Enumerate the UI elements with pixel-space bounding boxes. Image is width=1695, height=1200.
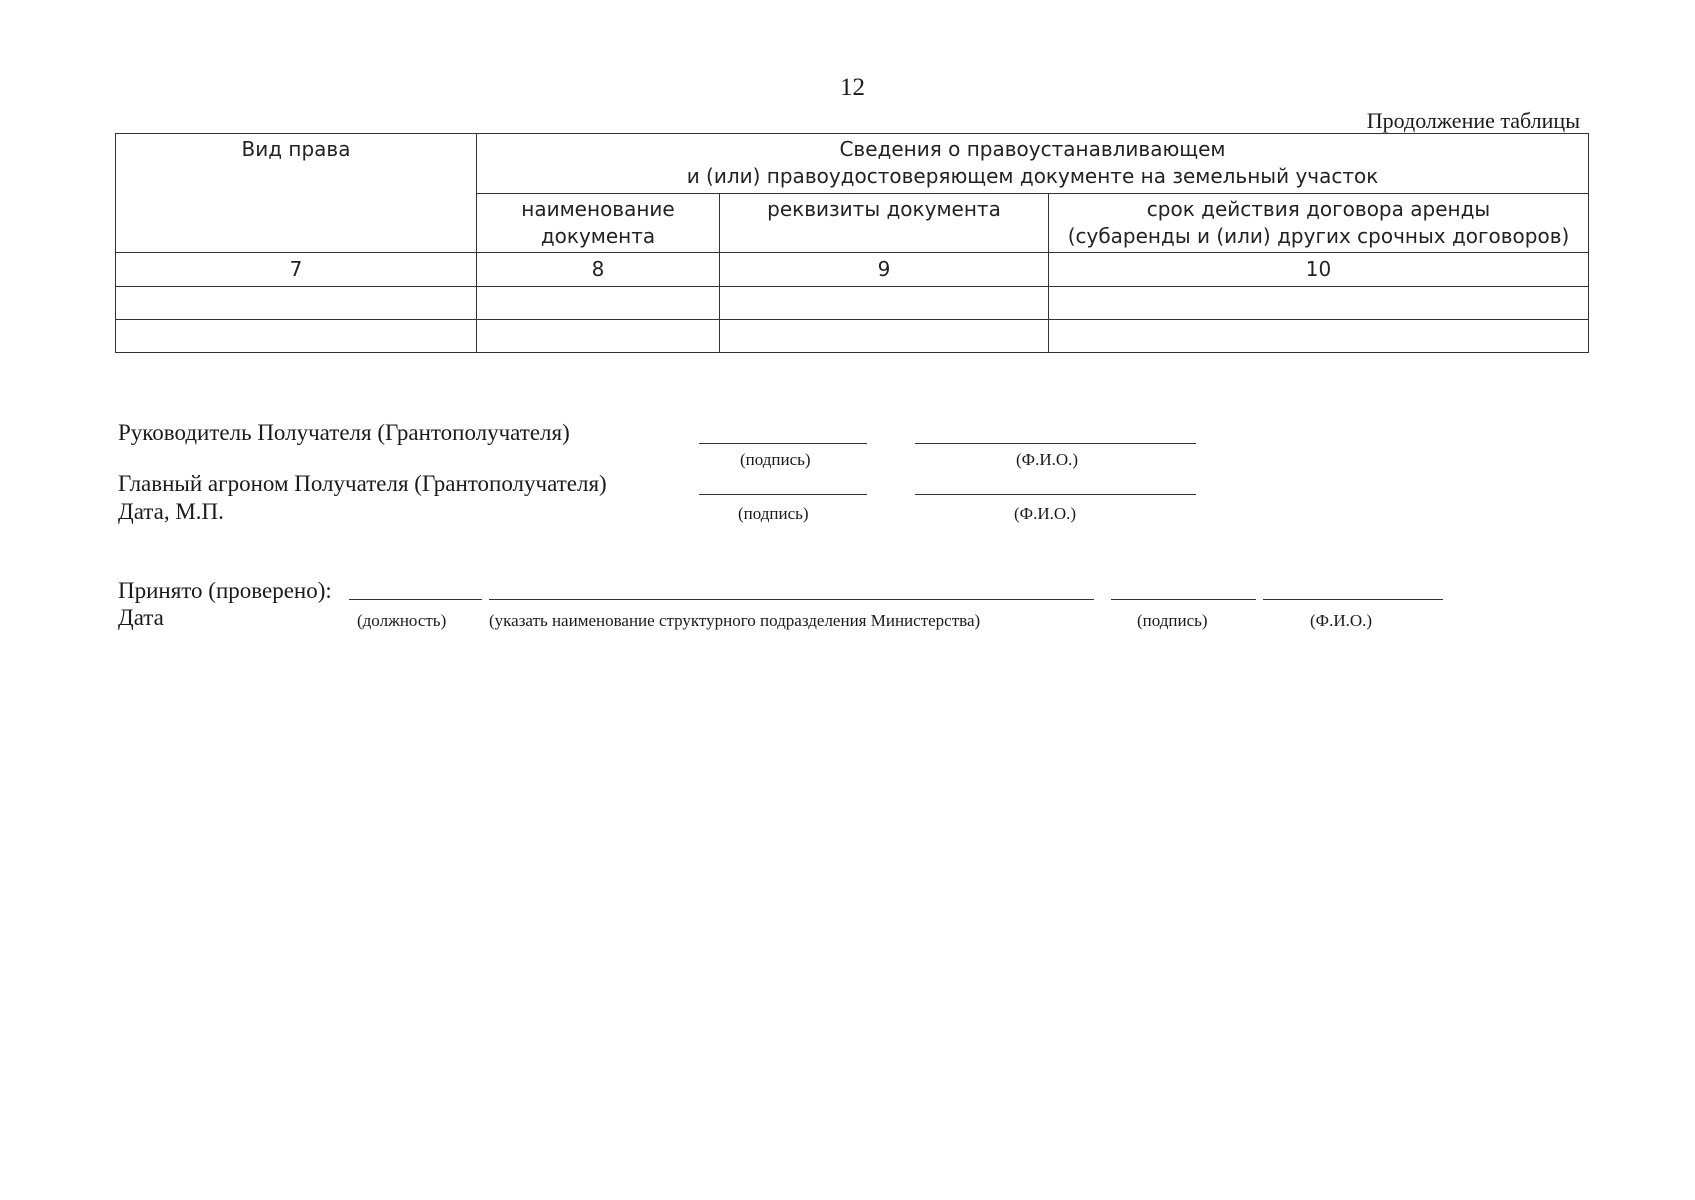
continuation-label: Продолжение таблицы [1366,108,1580,133]
acceptance-fio-line[interactable] [1263,599,1443,600]
header-document-info-line1: Сведения о правоустанавливающем [839,137,1226,161]
table-cell[interactable] [477,320,720,353]
acceptance-date-label: Дата [118,605,164,630]
column-number: 9 [720,253,1049,287]
page-number: 12 [840,74,865,101]
agronomist-signature-caption: (подпись) [738,504,809,523]
table-row [116,287,1589,320]
table-cell[interactable] [1049,287,1589,320]
table-column-numbers-row [116,253,1589,287]
position-caption: (должность) [357,611,447,630]
accepted-label: Принято (проверено): [118,578,332,603]
column-number: 7 [116,253,477,287]
department-caption: (указать наименование структурного подразделения Министерства) [489,611,981,630]
head-signature-caption: (подпись) [740,450,811,469]
header-document-info [477,134,1589,194]
department-line[interactable] [489,599,1094,600]
table-cell[interactable] [720,320,1049,353]
agronomist-signature-line[interactable] [699,494,867,495]
head-signature-line[interactable] [699,443,867,444]
table-cell[interactable] [1049,320,1589,353]
agronomist-signatory-label: Главный агроном Получателя (Грантополучателя) [118,471,607,496]
date-stamp-label: Дата, М.П. [118,499,224,524]
land-rights-table [115,133,1589,353]
header-document-info-line2: и (или) правоудостоверяющем документе на земельный участок [686,164,1379,188]
head-fio-line[interactable] [915,443,1196,444]
header-right-type: Вид права [116,134,477,253]
table-row [116,320,1589,353]
head-signatory-label: Руководитель Получателя (Грантополучателя) [118,420,570,445]
table-cell[interactable] [720,287,1049,320]
column-number: 10 [1049,253,1589,287]
table-header-row [116,134,1589,194]
table-cell[interactable] [477,287,720,320]
table-cell[interactable] [116,287,477,320]
acceptance-fio-caption: (Ф.И.О.) [1310,611,1373,630]
column-number: 8 [477,253,720,287]
acceptance-signature-caption: (подпись) [1137,611,1208,630]
header-contract-term: срок действия договора аренды (субаренды и (или) других срочных договоров) [1049,194,1589,253]
agronomist-fio-line[interactable] [915,494,1196,495]
header-document-details: реквизиты документа [720,194,1049,253]
header-document-name: наименование документа [477,194,720,253]
head-fio-caption: (Ф.И.О.) [1016,450,1079,469]
table-cell[interactable] [116,320,477,353]
position-line[interactable] [349,599,482,600]
agronomist-fio-caption: (Ф.И.О.) [1014,504,1077,523]
acceptance-signature-line[interactable] [1111,599,1256,600]
